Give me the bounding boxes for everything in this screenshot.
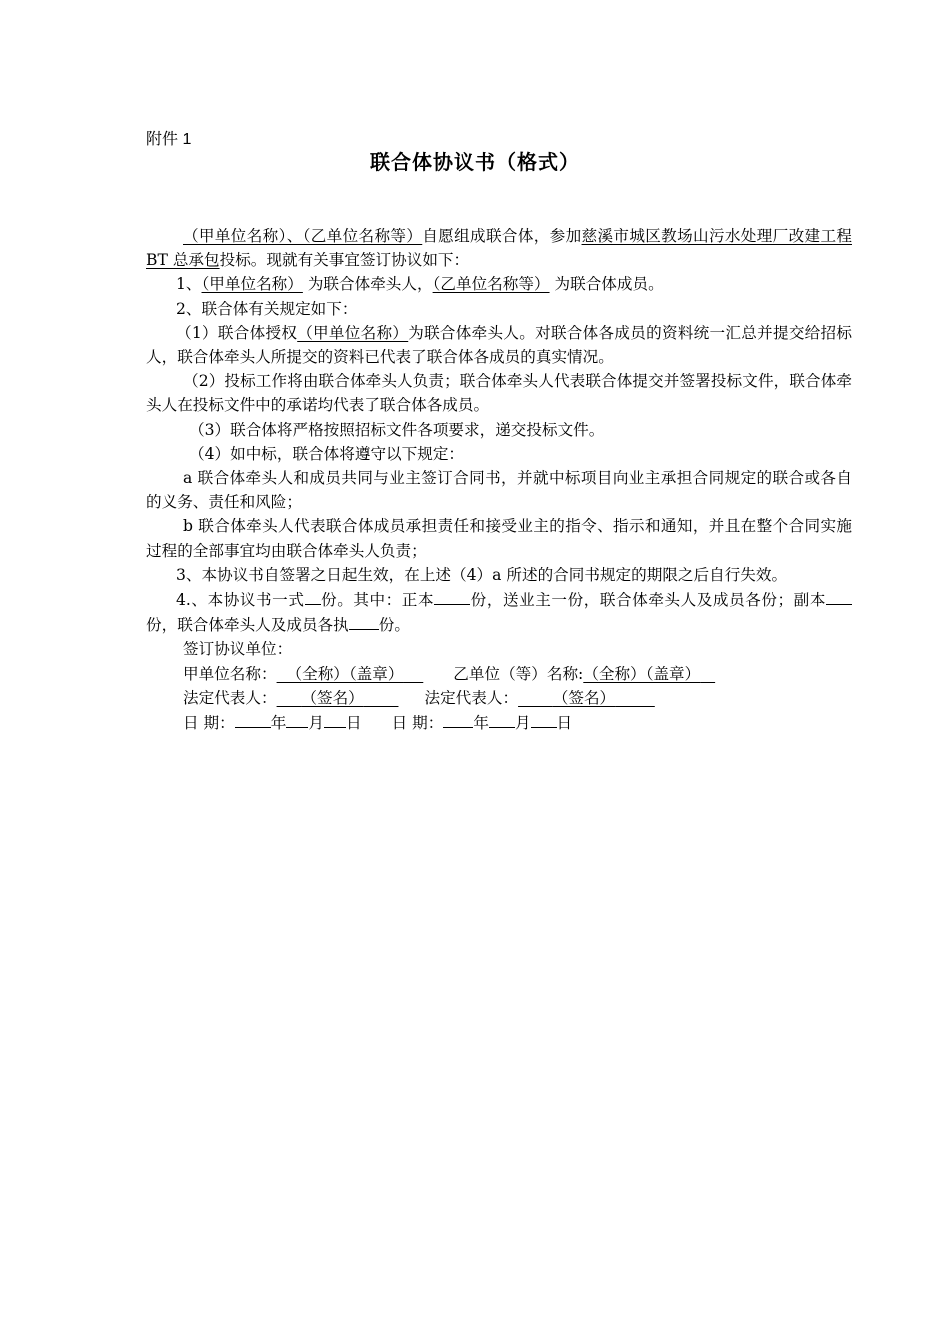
clause-4-text-4: 份，联合体牵头人及成员各执	[146, 616, 349, 635]
party-b-value	[583, 665, 715, 683]
date-a-day: 日	[345, 714, 362, 733]
clause-2-1-text: 为联合体牵头人。对联合体各成员的资料统一汇总并提交给招标人，联合体牵头人所提交的资料已代表了联合体各成员的真实情况。	[146, 323, 852, 367]
party-a-value	[277, 665, 424, 683]
clause-1-text-a: 为联合体牵头人，	[302, 275, 433, 294]
clause-2-1	[146, 321, 852, 369]
legal-rep-b-value-text: （签名）	[552, 688, 616, 707]
date-a-month: 月	[308, 714, 324, 733]
clause-2-3: （3）联合体将严格按照招标文件各项要求，递交投标文件。	[189, 420, 605, 439]
party-b-value-text: （全称）（盖章）	[583, 664, 701, 683]
legal-rep-a-value	[277, 689, 399, 707]
party-b-label: 乙单位（等）名称:	[453, 664, 584, 683]
agreement-body	[146, 224, 852, 735]
clause-2-4b: b 联合体牵头人代表联合体成员承担责任和接受业主的指令、指示和通知，并且在整个合同实施过程的全部事宜均由联合体牵头人负责；	[146, 517, 852, 560]
date-b-year: 年	[473, 714, 489, 733]
date-row	[146, 710, 852, 735]
legal-rep-a-value-text: （签名）	[301, 688, 364, 707]
date-a-label: 日 期：	[183, 714, 235, 733]
document-title: 联合体协议书（格式）	[370, 150, 580, 174]
clause-1	[146, 272, 852, 296]
clause-3: 3、本协议书自签署之日起生效，在上述（4）a 所述的合同书规定的期限之后自行失效。	[176, 565, 788, 584]
date-b-month: 月	[514, 714, 531, 733]
project-name: 慈溪市城区教场山污水处理厂改建工程 BT 总承包	[146, 227, 852, 270]
legal-rep-b-value	[518, 689, 655, 707]
attachment-label: 附件 1	[146, 131, 192, 148]
date-a-year-blank	[235, 710, 271, 728]
legal-rep-b-label: 法定代表人：	[424, 688, 519, 707]
clause-2-4: （4）如中标，联合体将遵守以下规定：	[189, 444, 465, 463]
copies-blank	[305, 587, 321, 605]
date-b-day-blank	[531, 710, 557, 728]
legal-rep-row	[146, 686, 852, 710]
party-a-value-text: （全称）（盖章）	[286, 664, 404, 683]
date-b-label: 日 期：	[391, 714, 444, 733]
party-a-label: 甲单位名称：	[183, 664, 277, 683]
date-b-day: 日	[556, 714, 573, 733]
clause-2-1-prefix: （1）联合体授权	[176, 323, 298, 342]
clause-1-member-name: （乙单位名称等）	[432, 275, 550, 294]
date-a-year: 年	[270, 714, 287, 733]
intro-text-b: 投标。现就有关事宜签订协议如下：	[219, 251, 470, 270]
clause-4-text-3: 份，送业主一份，联合体牵头人及成员各份；副本	[470, 591, 826, 610]
duplicates-blank	[826, 587, 852, 605]
clause-1-lead-name: （甲单位名称）	[201, 275, 303, 294]
clause-2-4a: a 联合体牵头人和成员共同与业主签订合同书，并就中标项目向业主承担合同规定的联合或各自的义务、责任和风险；	[146, 469, 852, 512]
clause-4-text-2: 份。其中：正本	[320, 591, 435, 610]
each-holds-blank	[349, 612, 379, 630]
originals-blank	[434, 587, 470, 605]
date-b-month-blank	[489, 710, 515, 728]
signing-party-row	[146, 662, 852, 686]
signing-heading: 签订协议单位：	[183, 640, 293, 659]
clause-2-2: （2）投标工作将由联合体牵头人负责；联合体牵头人代表联合体提交并签署投标文件，联合体牵头人在投标文件中的承诺均代表了联合体各成员。	[146, 372, 852, 415]
legal-rep-a-label: 法定代表人：	[183, 688, 277, 707]
clause-4-text-5: 份。	[378, 616, 410, 635]
clause-1-text-b: 为联合体成员。	[549, 275, 664, 294]
date-a-day-blank	[324, 710, 346, 728]
party-names: （甲单位名称）、（乙单位名称等）	[183, 227, 423, 245]
clause-4-text-1: 4.、本协议书一式	[176, 591, 305, 610]
clause-4	[146, 587, 852, 637]
intro-paragraph	[146, 224, 852, 272]
date-a-month-blank	[286, 710, 308, 728]
date-b-year-blank	[443, 710, 473, 728]
clause-2: 2、联合体有关规定如下：	[176, 299, 358, 318]
intro-text-a: 自愿组成联合体，参加	[422, 227, 582, 245]
clause-2-1-lead-name: （甲单位名称）	[297, 323, 409, 342]
clause-1-prefix: 1、	[176, 275, 202, 294]
